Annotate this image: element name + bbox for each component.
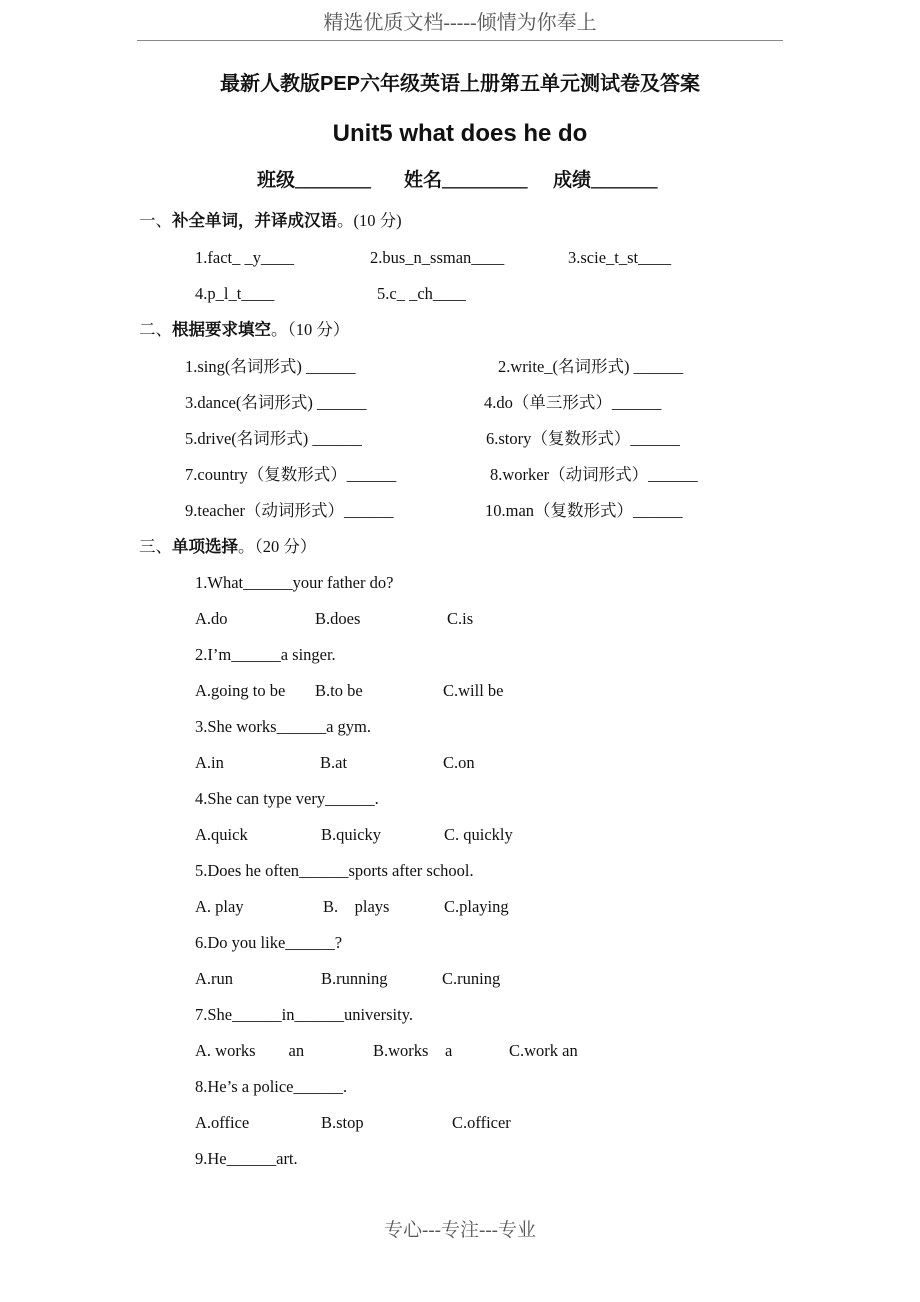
answer-option: B.at xyxy=(320,753,348,772)
answer-option: B.to be xyxy=(315,681,363,700)
question-stem: 8.He’s a police______. xyxy=(195,1077,348,1096)
section-title: 根据要求填空 xyxy=(172,320,271,339)
answer-option: C.will be xyxy=(443,681,504,700)
section-1-heading xyxy=(139,211,402,231)
word-item: 1.fact_ _y____ xyxy=(195,248,294,267)
question-stem: 5.Does he often______sports after school. xyxy=(195,861,474,880)
fill-item: 1.sing(名词形式) ______ xyxy=(185,357,356,376)
answer-option: C.work an xyxy=(509,1041,578,1060)
answer-option: B.works a xyxy=(373,1041,453,1060)
question-stem: 6.Do you like______? xyxy=(195,933,343,952)
class-field: 班级________ xyxy=(257,170,372,191)
answer-option: B.running xyxy=(321,969,388,988)
page-header: 精选优质文档-----倾情为你奉上 xyxy=(323,12,597,34)
section-points: 。(10 分) xyxy=(337,211,402,230)
fill-item: 3.dance(名词形式) ______ xyxy=(185,393,367,412)
word-item: 3.scie_t_st____ xyxy=(568,248,672,267)
section-number: 一、 xyxy=(139,211,172,230)
answer-option: A. works an xyxy=(195,1041,305,1060)
answer-option: B.does xyxy=(315,609,361,628)
question-stem: 1.What______your father do? xyxy=(195,573,394,592)
answer-option: A.run xyxy=(195,969,234,988)
question-stem: 2.I’m______a singer. xyxy=(195,645,336,664)
question-stem: 9.He______art. xyxy=(195,1149,298,1168)
answer-option: A.office xyxy=(195,1113,250,1132)
document-title: 最新人教版PEP六年级英语上册第五单元测试卷及答案 xyxy=(219,73,701,95)
fill-item: 4.do（单三形式）______ xyxy=(484,393,662,412)
page-footer: 专心---专注---专业 xyxy=(384,1220,536,1241)
fill-item: 8.worker（动词形式）______ xyxy=(490,465,698,484)
unit-title: Unit5 what does he do xyxy=(332,120,588,147)
fill-item: 9.teacher（动词形式）______ xyxy=(185,501,394,520)
fill-item: 7.country（复数形式）______ xyxy=(185,465,397,484)
question-stem: 3.She works______a gym. xyxy=(195,717,371,736)
name-field: 姓名_________ xyxy=(404,170,528,191)
answer-option: C.playing xyxy=(444,897,509,916)
answer-option: C. quickly xyxy=(444,825,513,844)
section-number: 二、 xyxy=(139,320,172,339)
answer-option: C.runing xyxy=(442,969,501,988)
answer-option: C.is xyxy=(447,609,474,628)
answer-option: C.on xyxy=(443,753,475,772)
section-3-heading xyxy=(139,537,316,557)
question-stem: 4.She can type very______. xyxy=(195,789,379,808)
fill-item: 10.man（复数形式）______ xyxy=(485,501,683,520)
answer-option: B.quicky xyxy=(321,825,382,844)
answer-option: C.officer xyxy=(452,1113,511,1132)
section-number: 三、 xyxy=(139,537,172,556)
answer-option: B. plays xyxy=(323,897,390,916)
section-title: 补全单词，并译成汉语 xyxy=(172,211,337,230)
word-item: 5.c_ _ch____ xyxy=(377,284,466,303)
answer-option: A.going to be xyxy=(195,681,286,700)
section-points: 。（10 分） xyxy=(271,320,350,339)
score-field: 成绩_______ xyxy=(553,170,658,191)
section-2-heading xyxy=(139,320,349,340)
word-item: 2.bus_n_ssman____ xyxy=(370,248,505,267)
section-title: 单项选择 xyxy=(172,537,238,556)
fill-item: 6.story（复数形式）______ xyxy=(486,429,680,448)
answer-option: A. play xyxy=(195,897,244,916)
answer-option: B.stop xyxy=(321,1113,364,1132)
word-item: 4.p_l_t____ xyxy=(195,284,275,303)
fill-item: 2.write_(名词形式) ______ xyxy=(498,357,684,376)
answer-option: A.do xyxy=(195,609,228,628)
header-divider xyxy=(137,40,783,41)
fill-item: 5.drive(名词形式) ______ xyxy=(185,429,362,448)
question-stem: 7.She______in______university. xyxy=(195,1005,414,1024)
answer-option: A.quick xyxy=(195,825,248,844)
section-points: 。（20 分） xyxy=(238,537,317,556)
answer-option: A.in xyxy=(195,753,224,772)
